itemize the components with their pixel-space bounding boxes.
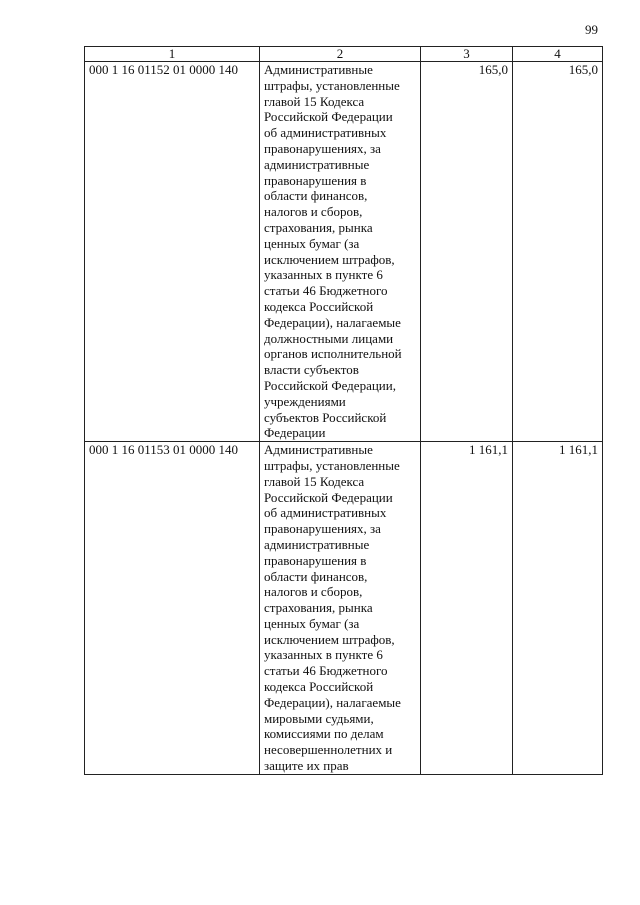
row-name-line: налогов и сборов, [264, 584, 363, 600]
page-number: 99 [585, 22, 598, 37]
row-name-line: Административные [264, 442, 373, 458]
row-value-3: 1 161,1 [421, 442, 513, 775]
row-name-line: Российской Федерации, [264, 377, 396, 393]
row-value-4: 1 161,1 [513, 442, 603, 775]
row-name-line: административные [264, 536, 370, 552]
table-header [85, 47, 603, 62]
row-name-line: защите их прав [264, 758, 349, 774]
header-col-1: 1 [85, 47, 260, 62]
row-name-line: страхования, рынка [264, 600, 373, 616]
row-name-line: административные [264, 156, 370, 172]
row-name-line: штрафы, установленные [264, 457, 400, 473]
row-name [260, 62, 421, 442]
row-name-line: органов исполнительной [264, 346, 402, 362]
row-name-line: главой 15 Кодекса [264, 93, 365, 109]
row-name-line: страхования, рынка [264, 219, 373, 235]
budget-table [84, 46, 603, 775]
row-name-line: правонарушения в [264, 172, 367, 188]
row-code: 000 1 16 01152 01 0000 140 [85, 62, 260, 442]
row-name-line: области финансов, [264, 188, 368, 204]
row-name-line: главой 15 Кодекса [264, 473, 365, 489]
row-name-line: ценных бумаг (за [264, 235, 360, 251]
row-name-line: Российской Федерации [264, 489, 393, 505]
table-row [85, 442, 603, 775]
row-name-line: исключением штрафов, [264, 631, 395, 647]
row-value-3: 165,0 [421, 62, 513, 442]
row-code: 000 1 16 01153 01 0000 140 [85, 442, 260, 775]
row-name-line: власти субъектов [264, 362, 359, 378]
row-name-line: исключением штрафов, [264, 251, 395, 267]
row-name-line: Административные [264, 62, 373, 77]
row-name-line: об административных [264, 505, 387, 521]
row-name-line: несовершеннолетних и [264, 742, 393, 758]
row-value-4: 165,0 [513, 62, 603, 442]
row-name-line: штрафы, установленные [264, 77, 400, 93]
row-name-line: указанных в пункте 6 [264, 267, 383, 283]
row-name-line: комиссиями по делам [264, 726, 384, 742]
header-col-3: 3 [421, 47, 513, 62]
row-name-line: правонарушениях, за [264, 140, 381, 156]
header-col-2: 2 [260, 47, 421, 62]
row-name-line: указанных в пункте 6 [264, 647, 383, 663]
row-name-line: Федерации [264, 425, 326, 441]
row-name-line: мировыми судьями, [264, 710, 374, 726]
row-name-line: Федерации), налагаемые [264, 314, 401, 330]
table-row [85, 62, 603, 442]
row-name-line: должностными лицами [264, 330, 394, 346]
row-name-line: налогов и сборов, [264, 204, 363, 220]
row-name [260, 442, 421, 775]
header-row [85, 47, 603, 62]
header-col-4: 4 [513, 47, 603, 62]
row-name-line: Федерации), налагаемые [264, 694, 401, 710]
table-body [85, 62, 603, 775]
row-name-line: об административных [264, 125, 387, 141]
row-name-line: кодекса Российской [264, 298, 374, 314]
row-name-line: области финансов, [264, 568, 368, 584]
row-name-line: Российской Федерации [264, 109, 393, 125]
row-name-line: статьи 46 Бюджетного [264, 283, 388, 299]
row-name-line: статьи 46 Бюджетного [264, 663, 388, 679]
row-name-line: субъектов Российской [264, 409, 387, 425]
row-name-line: правонарушениях, за [264, 521, 381, 537]
row-name-line: правонарушения в [264, 552, 367, 568]
row-name-line: кодекса Российской [264, 679, 374, 695]
row-name-line: ценных бумаг (за [264, 615, 360, 631]
row-name-line: учреждениями [264, 393, 346, 409]
